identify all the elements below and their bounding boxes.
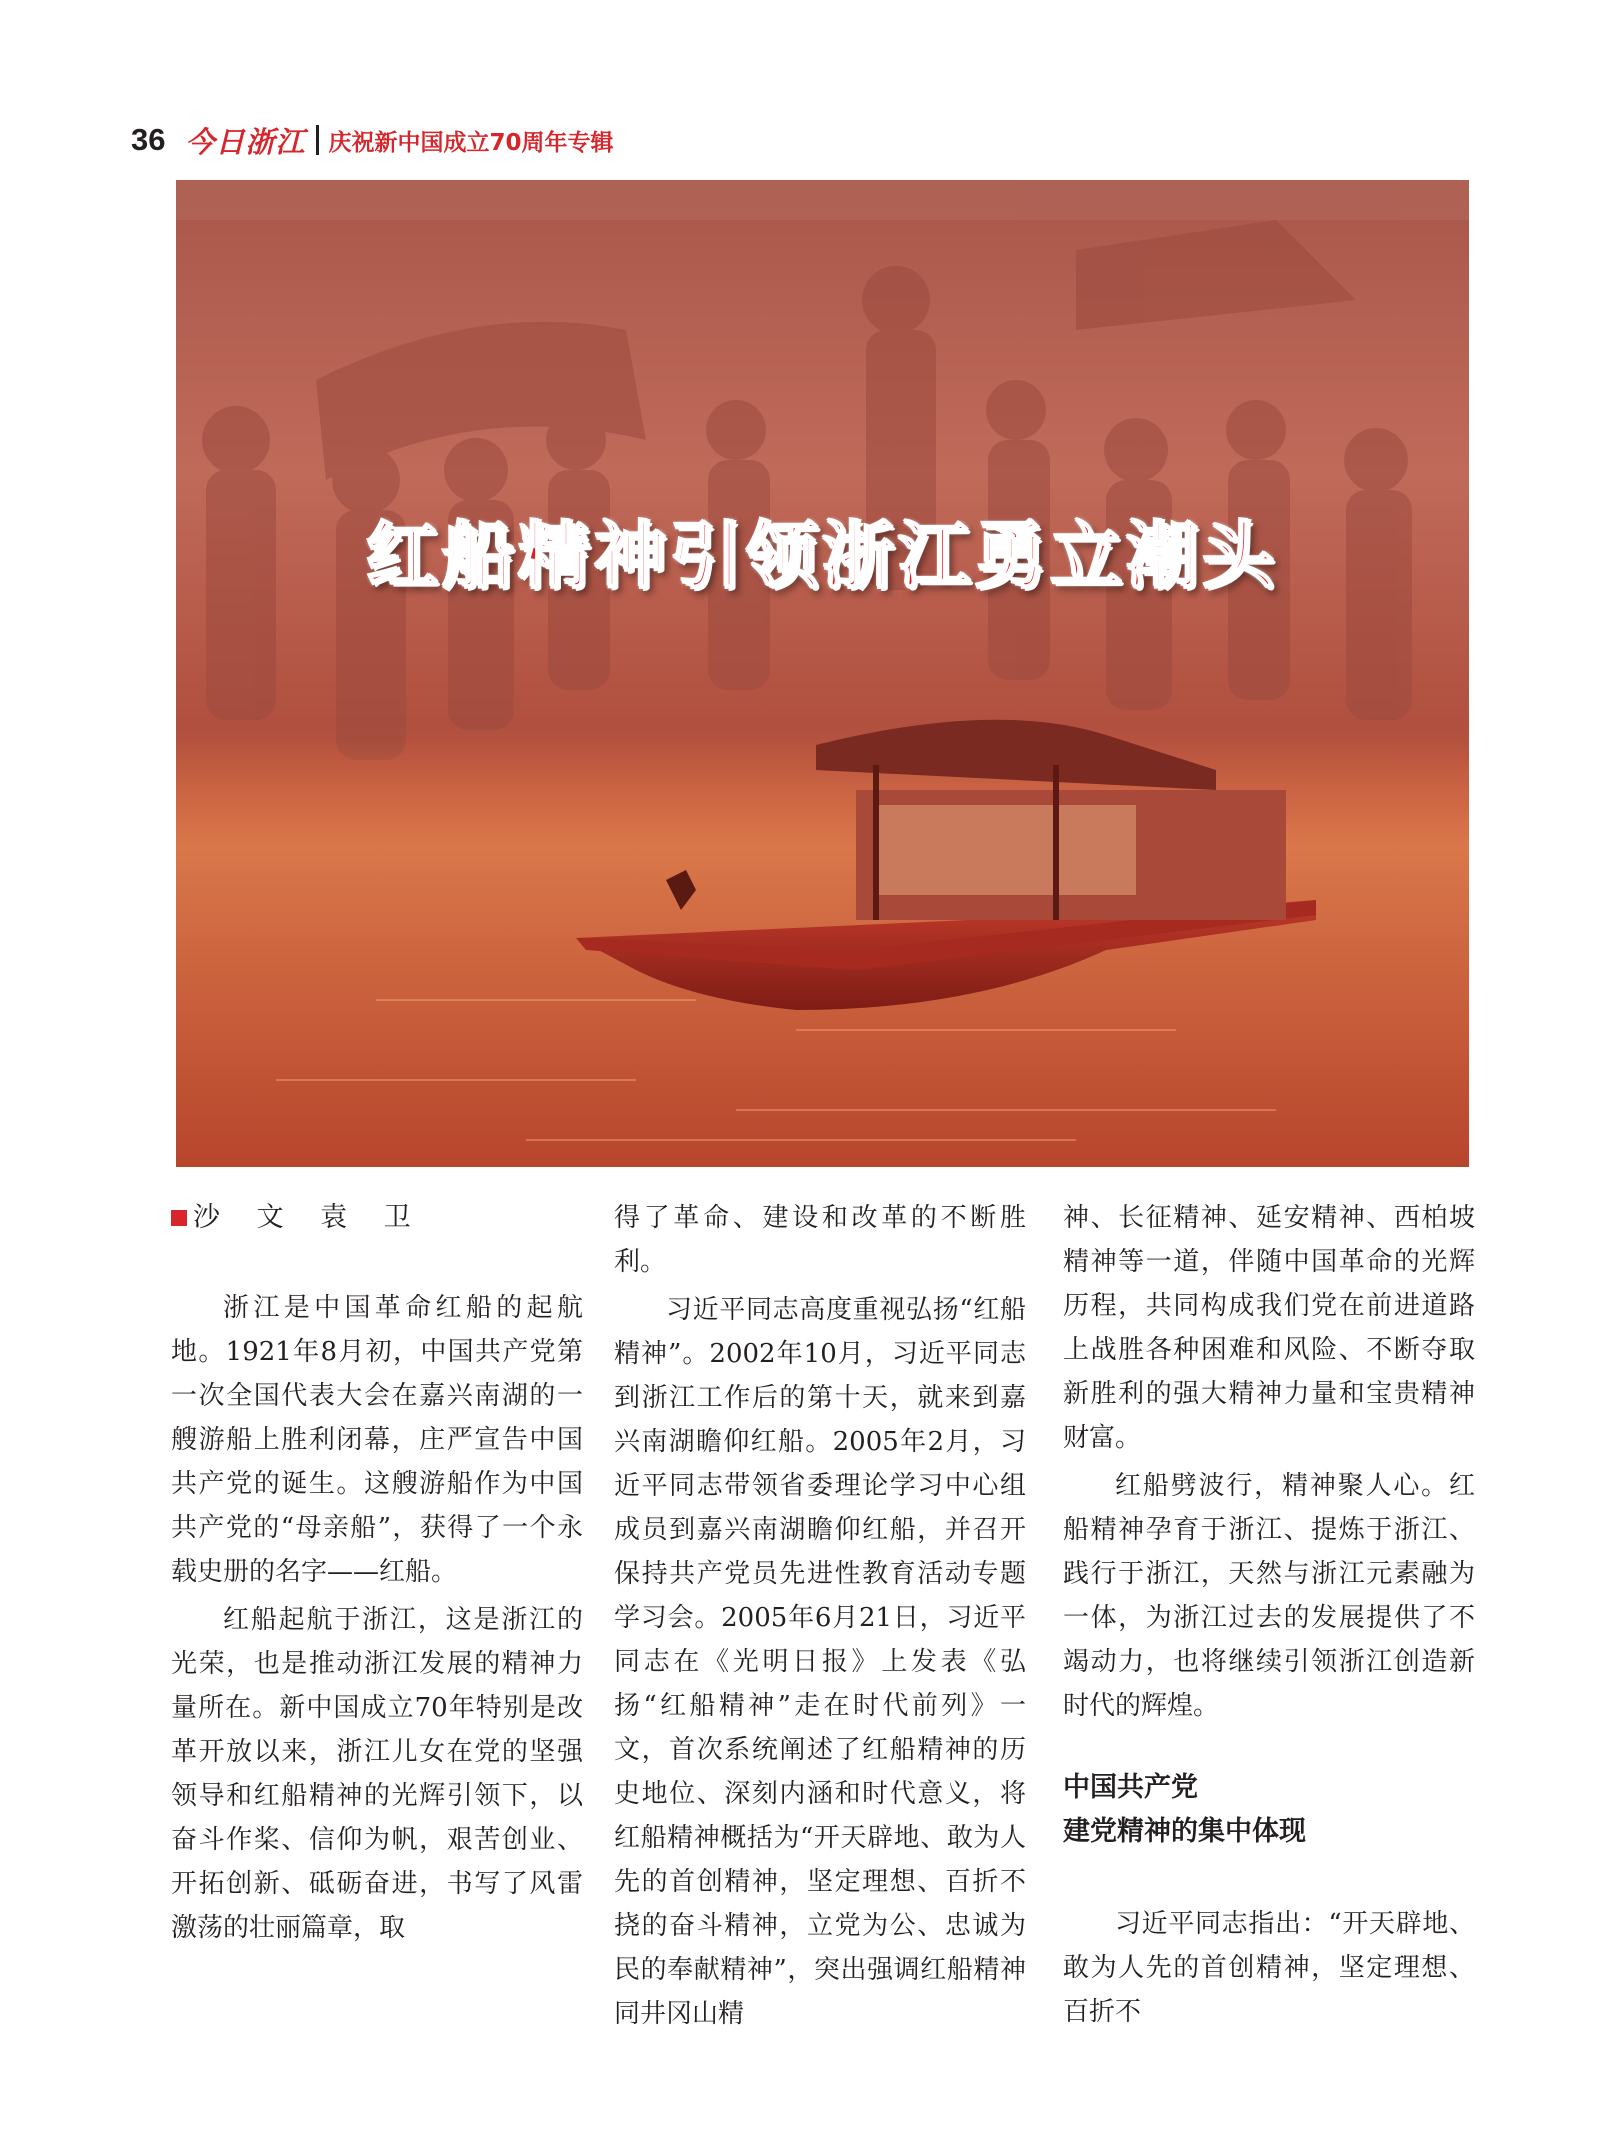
- page-header: [131, 118, 614, 162]
- byline: [171, 1196, 583, 1240]
- article-column-1: [171, 1196, 583, 1950]
- subheading-line-2: 建党精神的集中体现: [1063, 1816, 1306, 1847]
- article-column-3: [1063, 1196, 1475, 2034]
- page-number: 36: [131, 122, 166, 157]
- article-column-2: [614, 1196, 1026, 2036]
- paragraph: 红船起航于浙江，这是浙江的光荣，也是推动浙江发展的精神力量所在。新中国成立70年特别是改革开放以来，浙江儿女在党的坚强领导和红船精神的光辉引领下，以奋斗作桨、信仰为帆，艰苦创业、开拓创新、砥砺奋进，书写了风雷激荡的壮丽篇章，取: [171, 1605, 583, 1943]
- subheading-line-1: 中国共产党: [1063, 1772, 1198, 1803]
- column-title: 庆祝新中国成立70周年专辑: [328, 129, 614, 156]
- paragraph-continued: 得了革命、建设和改革的不断胜利。: [614, 1203, 1026, 1277]
- hero-image: [176, 180, 1469, 1167]
- paragraph: 习近平同志高度重视弘扬“红船精神”。2002年10月，习近平同志到浙江工作后的第十天，就来到嘉兴南湖瞻仰红船。2005年2月，习近平同志带领省委理论学习中心组成员到嘉兴南湖瞻仰红船，并召开保持共产党员先进性教育活动专题学习会。2005年6月21日，习近平同志在《光明日报》上发表《弘扬“红船精神”走在时代前列》一文，首次系统阐述了红船精神的历史地位、深刻内涵和时代意义，将红船精神概括为“开天辟地、敢为人先的首创精神，坚定理想、百折不挠的奋斗精神，立党为公、忠诚为民的奉献精神”，突出强调红船精神同井冈山精: [614, 1295, 1026, 2029]
- paragraph-continued: 神、长征精神、延安精神、西柏坡精神等一道，伴随中国革命的光辉历程，共同构成我们党在前进道路上战胜各种困难和风险、不断夺取新胜利的强大精神力量和宝贵精神财富。: [1063, 1203, 1475, 1453]
- magazine-logo: 今日浙江: [185, 124, 306, 159]
- paragraph: 浙江是中国革命红船的起航地。1921年8月初，中国共产党第一次全国代表大会在嘉兴南湖的一艘游船上胜利闭幕，庄严宣告中国共产党的诞生。这艘游船作为中国共产党的“母亲船”，获得了一个永载史册的名字——红船。: [171, 1293, 583, 1587]
- paragraph: 红船劈波行，精神聚人心。红船精神孕育于浙江、提炼于浙江、践行于浙江，天然与浙江元素融为一体，为浙江过去的发展提供了不竭动力，也将继续引领浙江创造新时代的辉煌。: [1063, 1471, 1475, 1721]
- byline-marker-icon: [171, 1210, 187, 1226]
- paragraph: 习近平同志指出：“开天辟地、敢为人先的首创精神，坚定理想、百折不: [1063, 1909, 1475, 2027]
- red-boat-relief-illustration: [176, 180, 1469, 1167]
- hero-headline: 红船精神引领浙江勇立潮头: [366, 514, 1279, 598]
- header-divider: [316, 125, 319, 155]
- author-names: 沙 文 袁 卫: [193, 1202, 425, 1233]
- section-subheading: [1063, 1766, 1475, 1854]
